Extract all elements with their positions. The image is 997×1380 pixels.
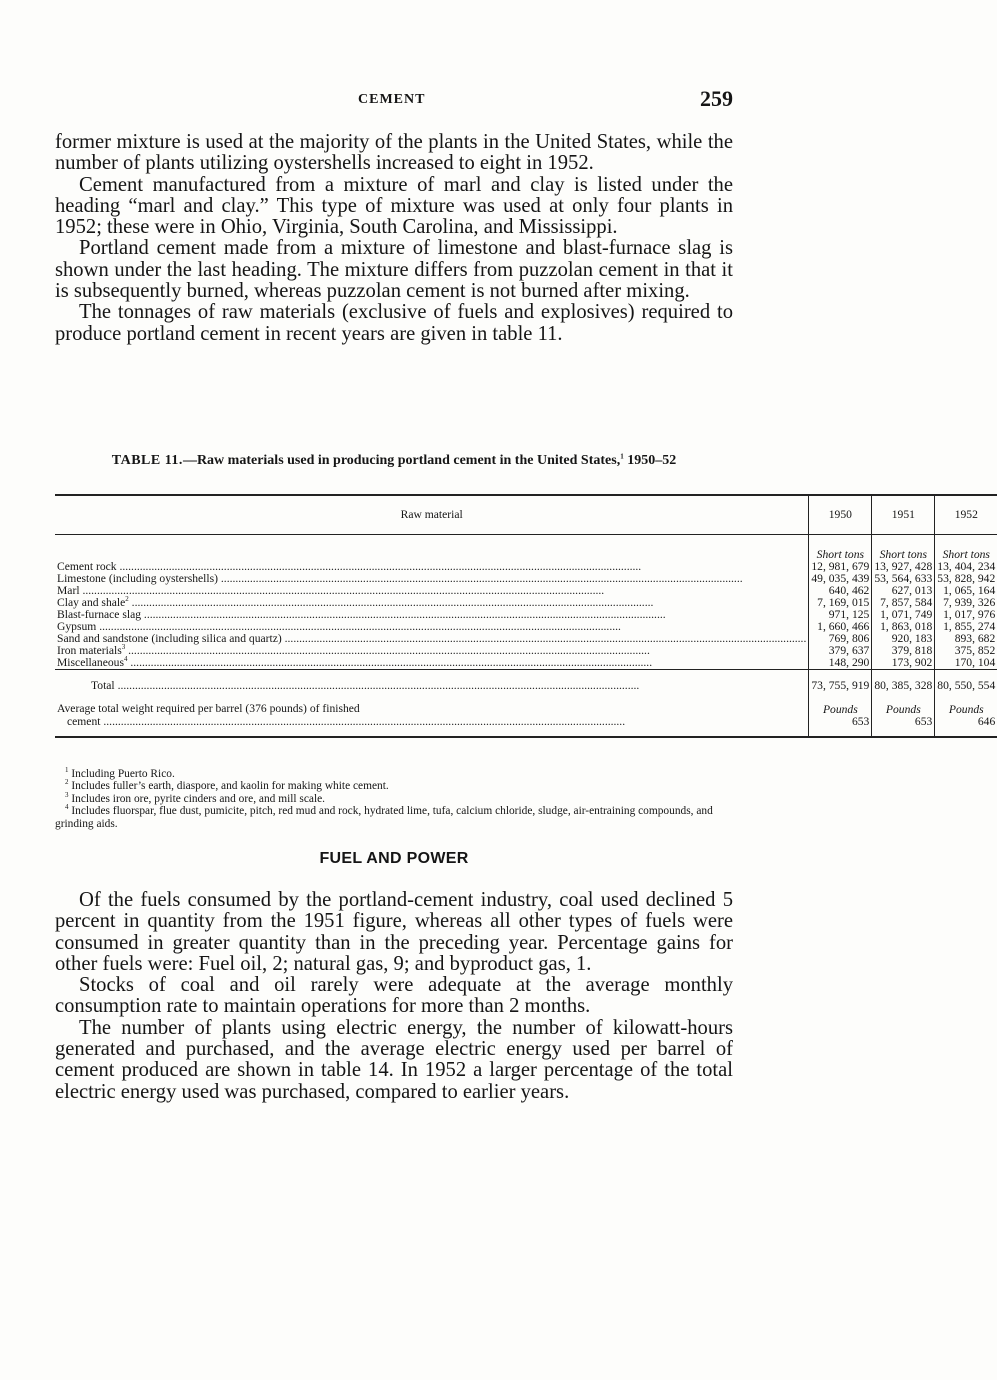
row-label: Average total weight required per barrel (376 pounds) of finished cement ..... bbox=[55, 702, 809, 737]
page-number: 259 bbox=[700, 86, 733, 111]
total-value: 80, 550, 554 bbox=[935, 670, 997, 703]
average-value: Pounds 653 bbox=[872, 702, 935, 737]
paragraph: The number of plants using electric energy, the number of kilowatt-hours generated and purchased, and the average electric energy used per barrel of cement produced are shown in table 14. In 1952 a larger percentage of the total electric energy used was purchased, compared to earlier years. bbox=[55, 1016, 733, 1103]
table-years: 1950–52 bbox=[623, 453, 677, 468]
cell-value: 173, 902 bbox=[872, 657, 935, 670]
cell-value: 375, 852 bbox=[935, 645, 997, 657]
cell-value: 53, 564, 633 bbox=[872, 573, 935, 585]
footnote: $^1$ Including Puerto Rico. bbox=[65, 766, 175, 780]
cell-value: 379, 818 bbox=[872, 645, 935, 657]
paragraph: Stocks of coal and oil rarely were adequate at the average monthly consumption rate to maintain operations for more than 2 months. bbox=[55, 974, 733, 1018]
unit-label: Short tons bbox=[935, 535, 997, 562]
cell-value: 379, 637 bbox=[809, 645, 872, 657]
cell-value: 7, 857, 584 bbox=[872, 597, 935, 609]
cell-value: 1, 863, 018 bbox=[872, 621, 935, 633]
column-header: 1952 bbox=[935, 495, 997, 535]
cell-value: 1, 660, 466 bbox=[809, 621, 872, 633]
cell-value: 7, 939, 326 bbox=[935, 597, 997, 609]
table-caption bbox=[55, 453, 733, 469]
cell-value: 12, 981, 679 bbox=[809, 561, 872, 573]
cell-value: 893, 682 bbox=[935, 633, 997, 645]
footnote: $^4$ Includes fluorspar, flue dust, pumicite, pitch, red mud and rock, hydrated lime, tufa, calcium chloride, sludge, air-entraining compounds, and grinding aids. bbox=[55, 803, 713, 830]
running-head: CEMENT bbox=[358, 92, 426, 107]
row-label: Cement rock ..... bbox=[55, 561, 809, 573]
paragraph: Cement manufactured from a mixture of marl and clay is listed under the heading “marl and clay.” This type of mixture was used at only four plants in 1952; these were in Ohio, Virginia, South Carolina, and Mississippi. bbox=[55, 173, 733, 239]
unit-label: Short tons bbox=[809, 535, 872, 562]
paragraph: Portland cement made from a mixture of limestone and blast-furnace slag is shown under the last heading. The mixture differs from puzzolan cement in that it is subsequently burned, whereas puzzolan cement is not burned after mixing. bbox=[55, 237, 733, 303]
column-header: 1951 bbox=[872, 495, 935, 535]
footnote: $^2$ Includes fuller’s earth, diaspore, and kaolin for making white cement. bbox=[65, 778, 389, 793]
page-header bbox=[55, 86, 733, 114]
total-row bbox=[55, 670, 997, 703]
cell-value: 13, 404, 234 bbox=[935, 561, 997, 573]
unit-row bbox=[55, 535, 997, 562]
cell-value: 1, 855, 274 bbox=[935, 621, 997, 633]
average-value: Pounds 653 bbox=[809, 702, 872, 737]
footnote: $^3$ Includes iron ore, pyrite cinders and ore, and mill scale. bbox=[65, 791, 326, 805]
cell-value: 53, 828, 942 bbox=[935, 573, 997, 585]
table-header-row bbox=[55, 495, 997, 535]
table-title: —Raw materials used in producing portland cement in the United States, bbox=[182, 453, 621, 468]
raw-materials-table bbox=[55, 494, 996, 738]
footnote-ref: 1 bbox=[620, 452, 624, 461]
cell-value: 1, 071, 749 bbox=[872, 609, 935, 621]
cell-value: 1, 017, 976 bbox=[935, 609, 997, 621]
column-header: 1950 bbox=[809, 495, 872, 535]
average-value: Pounds 646 bbox=[935, 702, 997, 737]
intro-section bbox=[55, 132, 733, 345]
paragraph: The tonnages of raw materials (exclusive of fuels and explosives) required to produce portland cement in recent years are given in table 11. bbox=[55, 301, 733, 345]
paragraph: former mixture is used at the majority of the plants in the United States, while the number of plants utilizing oystershells increased to eight in 1952. bbox=[55, 131, 733, 175]
cell-value: 971, 125 bbox=[809, 609, 872, 621]
column-header: Raw material bbox=[55, 495, 809, 535]
row-label: Marl ..... bbox=[55, 585, 809, 597]
cell-value: 49, 035, 439 bbox=[809, 573, 872, 585]
cell-value: 148, 290 bbox=[809, 657, 872, 670]
cell-value: 7, 169, 015 bbox=[809, 597, 872, 609]
table-label: TABLE 11. bbox=[111, 453, 183, 468]
row-label: Blast-furnace slag ..... bbox=[55, 609, 809, 621]
cell-value: 920, 183 bbox=[872, 633, 935, 645]
row-label: Sand and sandstone (including silica and quartz) ..... bbox=[55, 633, 809, 645]
section-heading: FUEL AND POWER bbox=[319, 850, 469, 867]
total-value: 80, 385, 328 bbox=[872, 670, 935, 703]
unit-label: Short tons bbox=[872, 535, 935, 562]
row-label: Gypsum ..... bbox=[55, 621, 809, 633]
row-label: Clay and shale$^2$ ..... bbox=[55, 597, 809, 609]
row-label: Limestone (including oystershells) ..... bbox=[55, 573, 809, 585]
total-value: 73, 755, 919 bbox=[809, 670, 872, 703]
cell-value: 640, 462 bbox=[809, 585, 872, 597]
cell-value: 13, 927, 428 bbox=[872, 561, 935, 573]
cell-value: 769, 806 bbox=[809, 633, 872, 645]
fuel-section bbox=[55, 890, 733, 1103]
row-label: Total ..... bbox=[55, 670, 809, 703]
table-footnotes bbox=[55, 768, 733, 830]
cell-value: 627, 013 bbox=[872, 585, 935, 597]
row-label: Miscellaneous$^4$ ..... bbox=[55, 657, 809, 670]
cell-value: 1, 065, 164 bbox=[935, 585, 997, 597]
average-row bbox=[55, 702, 997, 737]
paragraph: Of the fuels consumed by the portland-cement industry, coal used declined 5 percent in quantity from the 1951 figure, whereas all other types of fuels were consumed in greater quantity than in the preceding year. Percentage gains for other fuels were: Fuel oil, 2; natural gas, 9; and byproduct gas, 1. bbox=[55, 889, 733, 975]
table-row bbox=[55, 657, 997, 670]
cell-value: 170, 104 bbox=[935, 657, 997, 670]
row-label: Iron materials$^3$ ..... bbox=[55, 645, 809, 657]
